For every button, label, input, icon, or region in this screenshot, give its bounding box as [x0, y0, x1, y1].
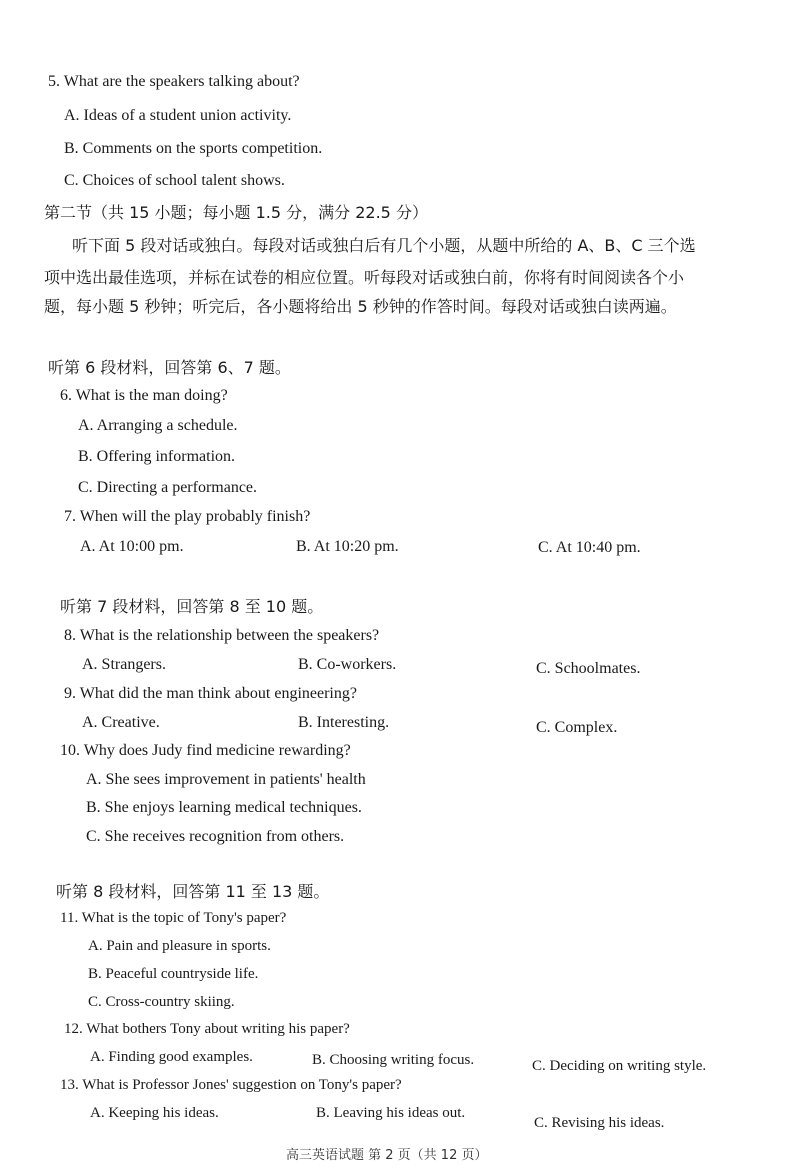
q9-option-a: A. Creative.: [82, 714, 160, 731]
q13-option-a: A. Keeping his ideas.: [90, 1105, 219, 1121]
q11-option-c: C. Cross-country skiing.: [88, 994, 235, 1010]
section2-instruction-line1: 听下面 5 段对话或独白。每段对话或独白后有几个小题，从题中所给的 A、B、C 三个选: [72, 236, 696, 255]
q5-option-c: C. Choices of school talent shows.: [64, 172, 285, 189]
q5-stem: 5. What are the speakers talking about?: [48, 73, 300, 90]
q7-option-b: B. At 10:20 pm.: [296, 538, 399, 555]
q12-option-b: B. Choosing writing focus.: [312, 1052, 475, 1068]
q10-stem: 10. Why does Judy find medicine rewarding?: [60, 742, 351, 759]
q8-option-b: B. Co-workers.: [298, 656, 397, 673]
q6-option-b: B. Offering information.: [78, 448, 236, 465]
q9-option-b: B. Interesting.: [298, 714, 390, 731]
q13-option-b: B. Leaving his ideas out.: [316, 1105, 466, 1121]
part7-header: 听第 7 段材料，回答第 8 至 10 题。: [60, 597, 324, 616]
q5-option-b: B. Comments on the sports competition.: [64, 140, 323, 157]
part8-header: 听第 8 段材料，回答第 11 至 13 题。: [56, 882, 330, 901]
q6-stem: 6. What is the man doing?: [60, 387, 228, 404]
section2-instruction-line3: 题，每小题 5 秒钟；听完后，各小题将给出 5 秒钟的作答时间。每段对话或独白读两遍。: [44, 297, 677, 316]
q11-stem: 11. What is the topic of Tony's paper?: [60, 910, 287, 926]
q10-option-b: B. She enjoys learning medical techniques.: [86, 799, 362, 816]
q7-stem: 7. When will the play probably finish?: [64, 508, 311, 525]
q10-option-c: C. She receives recognition from others.: [86, 828, 345, 845]
q11-option-b: B. Peaceful countryside life.: [88, 966, 259, 982]
q10-option-a: A. She sees improvement in patients' health: [86, 771, 366, 788]
q5-option-a: A. Ideas of a student union activity.: [64, 107, 292, 124]
q12-stem: 12. What bothers Tony about writing his paper?: [64, 1021, 350, 1037]
q9-stem: 9. What did the man think about engineering?: [64, 685, 357, 702]
q8-option-c: C. Schoolmates.: [536, 660, 641, 677]
q6-option-c: C. Directing a performance.: [78, 479, 258, 496]
q13-option-c: C. Revising his ideas.: [534, 1115, 665, 1131]
q7-option-c: C. At 10:40 pm.: [538, 539, 641, 556]
q13-stem: 13. What is Professor Jones' suggestion on Tony's paper?: [60, 1077, 402, 1093]
q6-option-a: A. Arranging a schedule.: [78, 417, 238, 434]
part6-header: 听第 6 段材料，回答第 6、7 题。: [48, 358, 291, 377]
section2-instruction-line2: 项中选出最佳选项，并标在试卷的相应位置。听每段对话或独白前，你将有时间阅读各个小: [44, 268, 685, 287]
page-footer: 高三英语试题 第 2 页（共 12 页）: [286, 1148, 488, 1163]
q12-option-c: C. Deciding on writing style.: [532, 1058, 707, 1074]
q12-option-a: A. Finding good examples.: [90, 1049, 253, 1065]
q8-option-a: A. Strangers.: [82, 656, 166, 673]
q11-option-a: A. Pain and pleasure in sports.: [88, 938, 271, 954]
q7-option-a: A. At 10:00 pm.: [80, 538, 184, 555]
q8-stem: 8. What is the relationship between the speakers?: [64, 627, 380, 644]
section2-heading: 第二节（共 15 小题；每小题 1.5 分，满分 22.5 分）: [44, 203, 428, 222]
q9-option-c: C. Complex.: [536, 719, 618, 736]
